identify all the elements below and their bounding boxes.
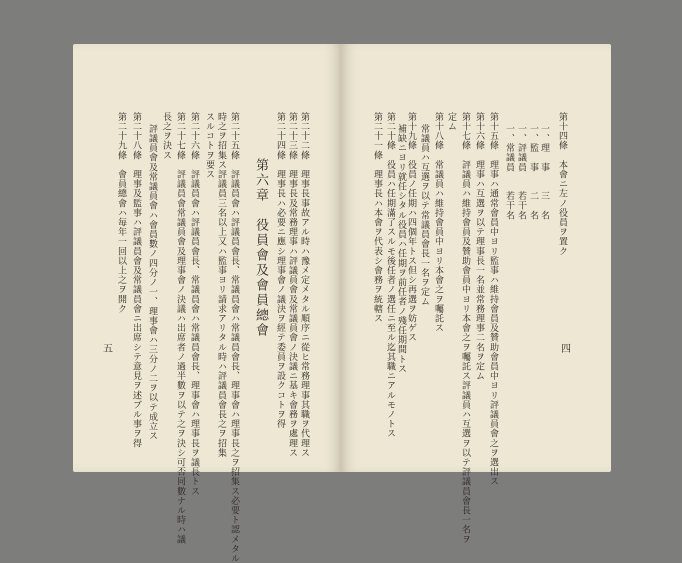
text-column: 第十四條 本會ニ左ノ役員ヲ置ク bbox=[557, 112, 567, 256]
page-number-right: 四 bbox=[561, 344, 571, 355]
text-column: 時之ヲ招集ス評議員三名以上又ハ監事ヨリ請求アリタル時ハ評議員會長之ヲ招集 bbox=[216, 112, 226, 458]
book-spine bbox=[339, 44, 342, 472]
text-column: 一、監 事 二 名 bbox=[528, 124, 538, 220]
text-column: 第十七條 評議員ハ維持會員及贊助會員中ヨリ本會之ヲ囑託ス評議員ハ互選ヲ以テ評議員會長一名ヲ bbox=[460, 112, 470, 544]
text-column: 第十五條 理事ハ通常會員中ヨリ監事ハ維持會員及贊助會員中ヨリ評議員會之ヲ選出ス bbox=[488, 112, 498, 487]
text-column: 第二十二條 理事長事故アル時ハ豫メ定メタル順序ニ從ヒ常務理事其職ヲ代理ス bbox=[299, 112, 309, 458]
text-column: 第二十三條 理事長及常務理事ハ評議員會及常議員會ノ決議ニ基キ會務ヲ處理ス bbox=[287, 112, 297, 458]
text-column: 定ム bbox=[446, 112, 456, 132]
text-column: 一、評議員 若干名 bbox=[516, 124, 526, 220]
text-column: 補缺ニヨリ就任シタル役員ハ任期ヲ前任者ノ殘任期間トス bbox=[396, 124, 406, 374]
text-column: 第二十一條 理事長ハ本會ヲ代表シ會務ヲ統轄ス bbox=[372, 112, 382, 324]
page-number-left: 五 bbox=[103, 344, 113, 355]
text-column: 一、常議員 若干名 bbox=[504, 124, 514, 220]
text-column: 第二十九條 會員總會ハ毎年一回以上之ヲ開ク bbox=[116, 112, 126, 314]
text-column: 第十九條 役員ノ任期ハ四個年トス但シ再選ヲ妨ゲス bbox=[406, 112, 416, 343]
text-column: 第十六條 理事ハ互選ヲ以テ理事長一名並常務理事二名ヲ定ム bbox=[474, 112, 484, 381]
text-column: 常議員ハ互選ヲ以テ常議員會長一名ヲ定ム bbox=[419, 124, 429, 307]
chapter-heading: 第六章 役員會及會員總會 bbox=[253, 158, 268, 338]
text-column: 第十八條 常議員ハ維持會員中ヨリ本會之ヲ囑託ス bbox=[433, 112, 443, 333]
text-column: 第二十條 役員ハ任期滿了スルモ後任者ノ選任ニ至ル迄其職ニアルモノトス bbox=[385, 112, 395, 439]
text-column: 第二十七條 評議員會常議員會及理事會ノ決議ハ出席者ノ過半數ヲ以テ之ヲ決シ可否同數ナル時ハ議 bbox=[175, 112, 185, 544]
text-column: 第二十八條 理事及監事ハ評議員會及常議員會ニ出席シテ意見ヲ述ブル事ヲ得 bbox=[131, 112, 141, 448]
text-column: 第二十六條 評議員會ハ評議員會長、常議員會ハ常議員會長、理事會ハ理事長ヲ議長トス bbox=[189, 112, 199, 496]
text-column: 一、理 事 三 名 bbox=[539, 124, 549, 220]
text-column: 第二十五條 評議員會ハ評議員會長、常議員會ハ常議員會長、理事會ハ理事長之ヲ招集ス必要ト認メタル bbox=[229, 112, 239, 563]
text-column: 第二十四條 理事長ハ必要ニ應シ理事會ノ議決ヲ經テ委員ヲ設クコトヲ得 bbox=[275, 112, 285, 429]
text-column: 評議員會及常議員會ハ會員數ノ四分ノ一、理事會ハ三分ノ二ヲ以テ成立ス bbox=[147, 124, 157, 441]
text-column: スルコトヲ要ス bbox=[204, 112, 214, 180]
text-column: 長之ヲ決ス bbox=[161, 112, 171, 160]
